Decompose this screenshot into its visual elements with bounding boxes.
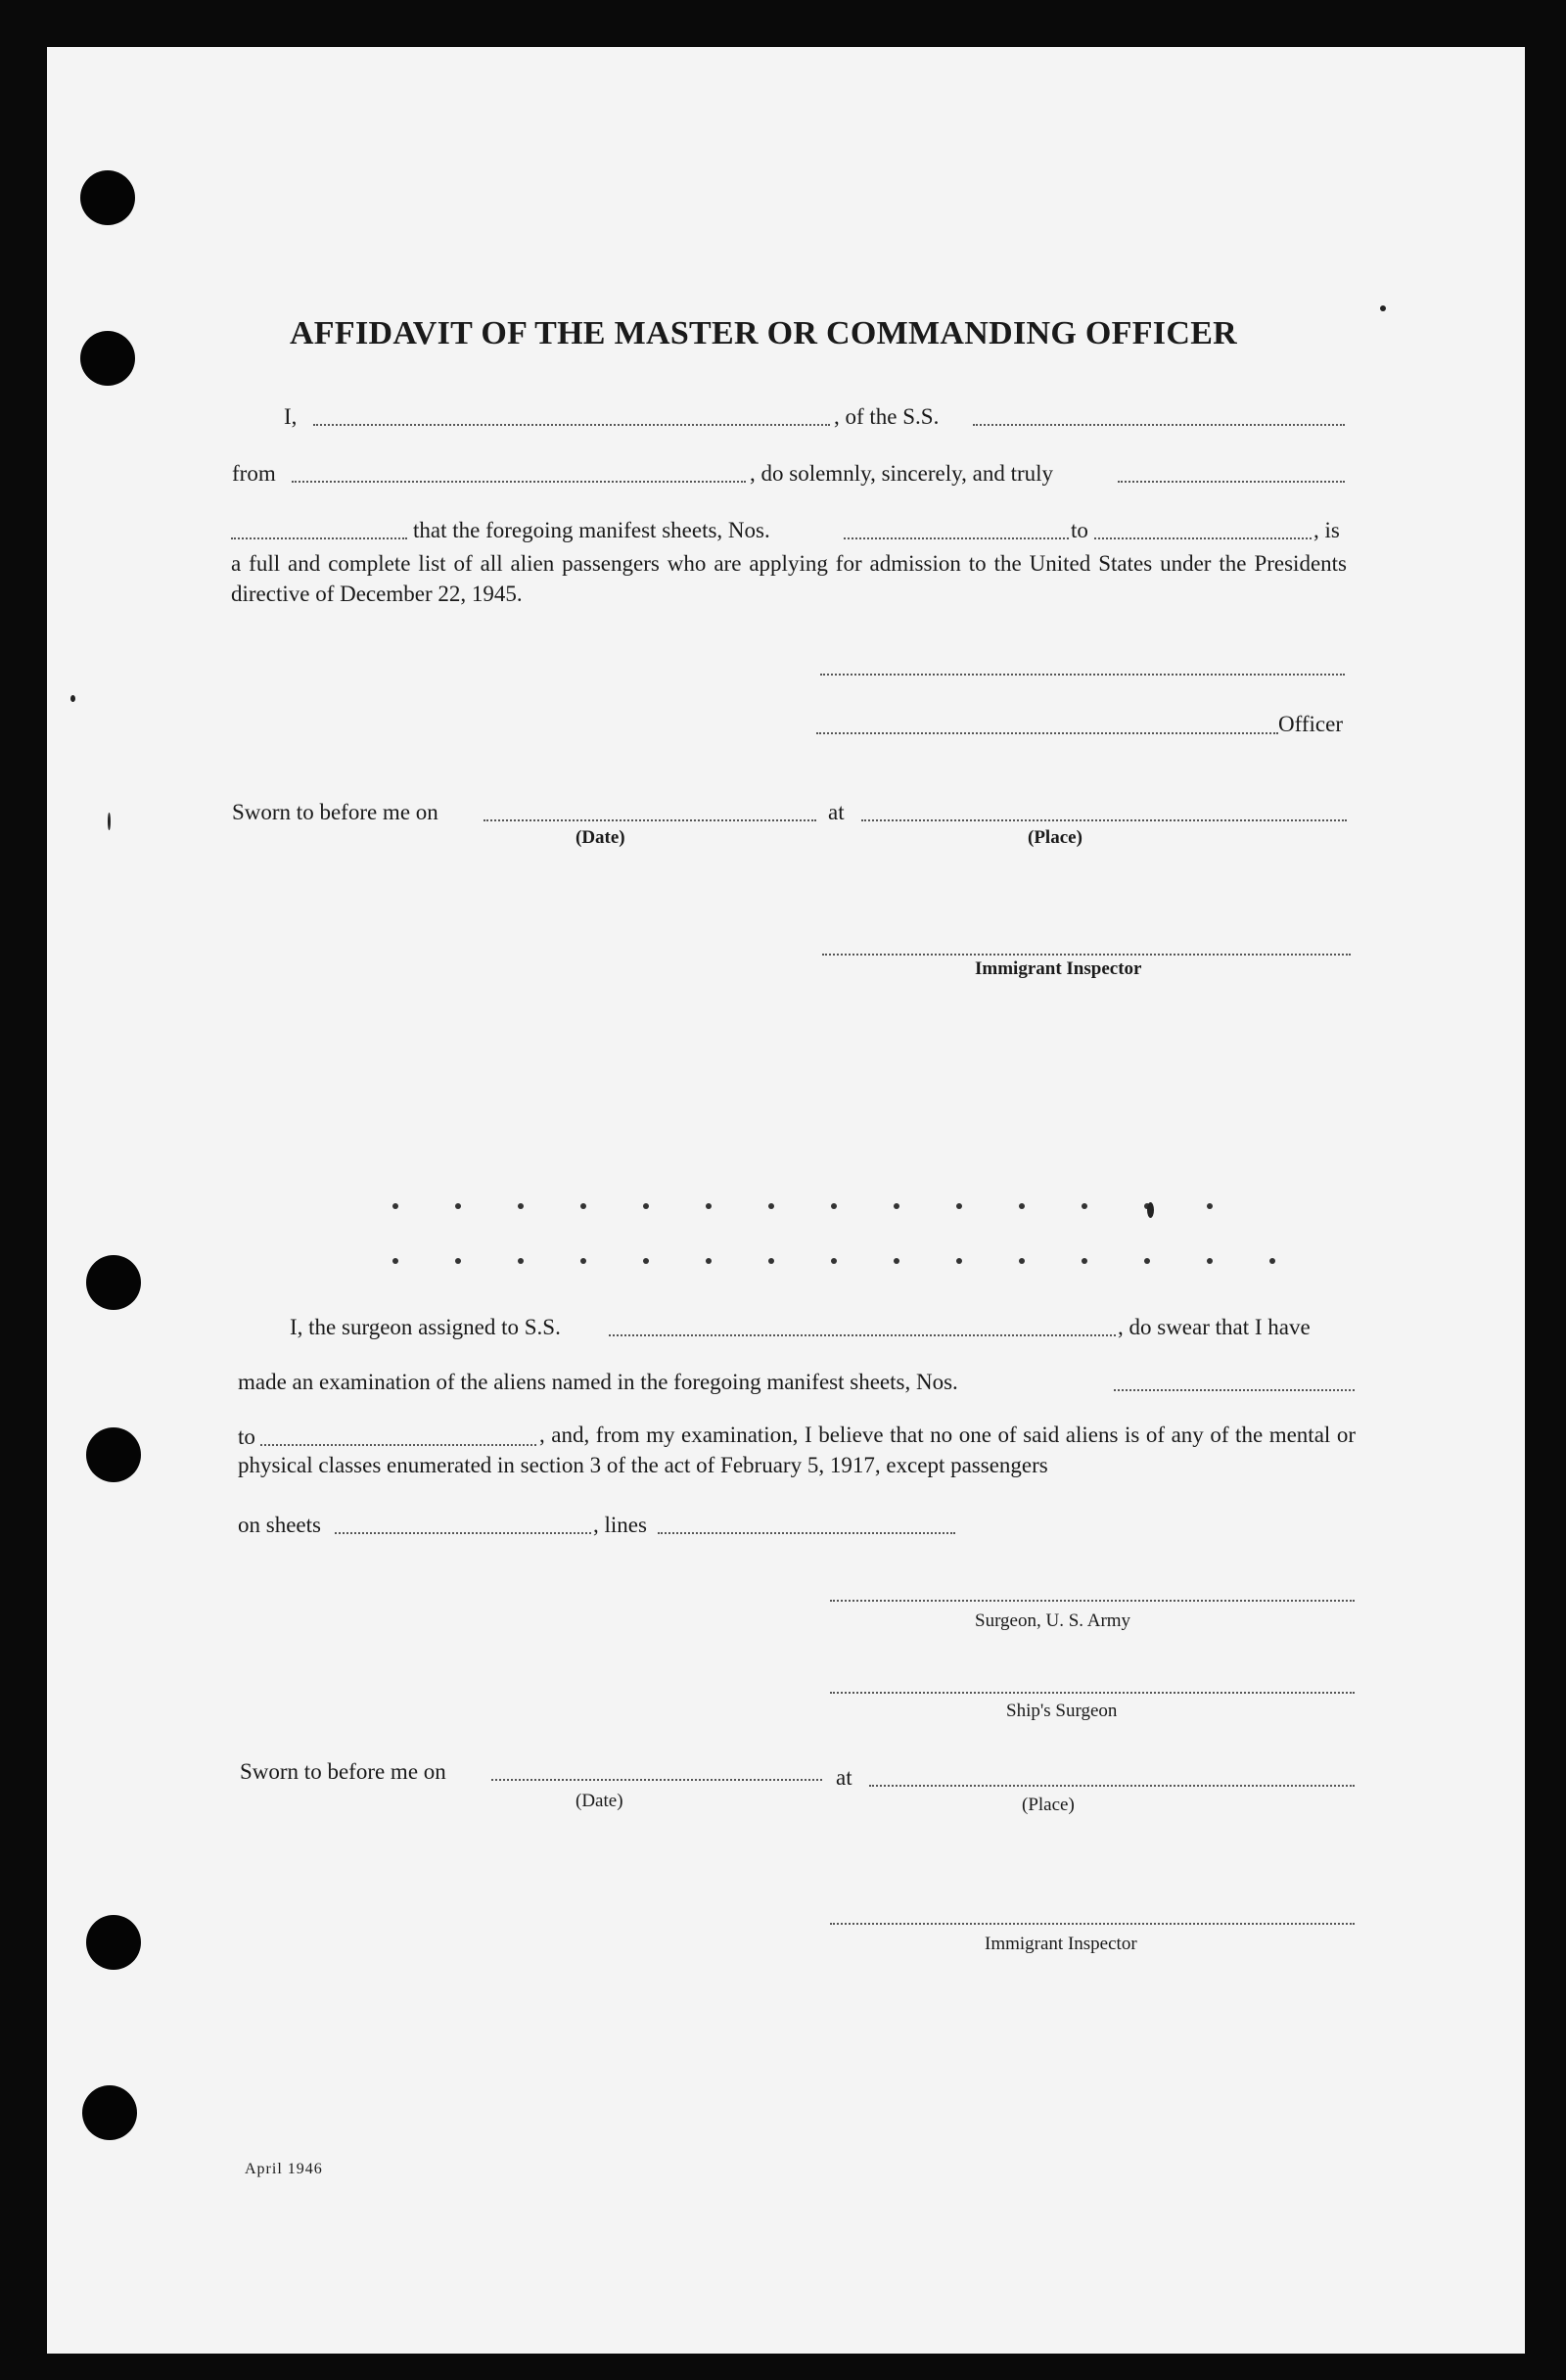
exam-label: made an examination of the aliens named in the foregoing manifest sheets, Nos. xyxy=(238,1370,958,1394)
surgeon-to-label: to xyxy=(238,1424,255,1449)
surgeon-place-caption: (Place) xyxy=(1022,1795,1075,1815)
sheets-label: on sheets xyxy=(238,1513,321,1537)
punch-hole xyxy=(86,1427,141,1482)
from-port-field[interactable] xyxy=(292,481,746,483)
officer-label: Officer xyxy=(1278,712,1343,736)
ship-surgeon-label: Ship's Surgeon xyxy=(1006,1701,1118,1721)
form-title: AFFIDAVIT OF THE MASTER OR COMMANDING OFFICER xyxy=(289,315,1238,351)
is-label: , is xyxy=(1313,518,1340,542)
separator-dots xyxy=(372,1185,1312,1273)
inspector-label: Immigrant Inspector xyxy=(975,958,1142,979)
army-surgeon-label: Surgeon, U. S. Army xyxy=(975,1610,1131,1631)
scan-speck xyxy=(108,813,111,830)
excepted-lines-field[interactable] xyxy=(658,1532,955,1534)
to-label: to xyxy=(1071,518,1088,542)
punch-hole xyxy=(86,1915,141,1970)
form-date: April 1946 xyxy=(245,2161,323,2177)
sworn-date-field[interactable] xyxy=(484,819,816,821)
place-caption: (Place) xyxy=(1028,827,1082,848)
surgeon-sworn-place-field[interactable] xyxy=(869,1785,1355,1787)
from-label: from xyxy=(232,461,276,486)
lines-label: , lines xyxy=(593,1513,647,1537)
date-caption: (Date) xyxy=(576,827,625,848)
surgeon-ship-field[interactable] xyxy=(609,1334,1116,1336)
excepted-sheets-field[interactable] xyxy=(335,1532,591,1534)
sheets-to-field[interactable] xyxy=(1094,537,1312,539)
surgeon-at-label: at xyxy=(836,1765,852,1790)
punch-hole xyxy=(86,1255,141,1310)
surgeon-statement-text: , and, from my examination, I believe that no one of said aliens is of any of the mental or physical classes enumerated in section 3 of the act of February 5, 1917, except passengers xyxy=(238,1423,1356,1477)
punch-hole xyxy=(80,170,135,225)
punch-hole xyxy=(80,331,135,386)
i-label: I, xyxy=(284,404,298,429)
master-title-field[interactable] xyxy=(816,732,1278,734)
surgeon-statement xyxy=(238,1420,1356,1480)
surgeon-sworn-date-field[interactable] xyxy=(491,1779,822,1781)
oath-verb-field[interactable] xyxy=(231,537,407,539)
foregoing-label: that the foregoing manifest sheets, Nos. xyxy=(413,518,770,542)
scan-speck xyxy=(1147,1202,1154,1218)
master-statement: a full and complete list of all alien passengers who are applying for admission to the United States under the Presidents directive of December 22, 1945. xyxy=(231,551,1347,606)
ship-surgeon-signature-field[interactable] xyxy=(830,1692,1355,1694)
exam-sheets-from-field[interactable] xyxy=(1114,1389,1355,1391)
surgeon-inspector-label: Immigrant Inspector xyxy=(985,1934,1137,1954)
master-name-field[interactable] xyxy=(313,424,830,426)
sworn-label: Sworn to before me on xyxy=(232,800,438,824)
army-surgeon-signature-field[interactable] xyxy=(830,1600,1355,1602)
surgeon-sworn-label: Sworn to before me on xyxy=(240,1759,446,1784)
punch-hole xyxy=(82,2085,137,2140)
ship-name-field[interactable] xyxy=(973,424,1345,426)
of-ss-label: , of the S.S. xyxy=(834,404,940,429)
swear-label: , do swear that I have xyxy=(1118,1315,1311,1339)
inspector-signature-field[interactable] xyxy=(822,954,1351,956)
scan-speck xyxy=(70,695,75,702)
surgeon-intro-label: I, the surgeon assigned to S.S. xyxy=(290,1315,561,1339)
sheets-from-field[interactable] xyxy=(844,537,1069,539)
sworn-place-field[interactable] xyxy=(861,819,1347,821)
surgeon-date-caption: (Date) xyxy=(576,1791,623,1811)
oath-type-field[interactable] xyxy=(1118,481,1345,483)
master-signature-field[interactable] xyxy=(820,674,1345,676)
at-label: at xyxy=(828,800,845,824)
surgeon-inspector-signature-field[interactable] xyxy=(830,1923,1355,1925)
solemnly-label: , do solemnly, sincerely, and truly xyxy=(750,461,1054,486)
scan-speck xyxy=(1380,305,1386,311)
